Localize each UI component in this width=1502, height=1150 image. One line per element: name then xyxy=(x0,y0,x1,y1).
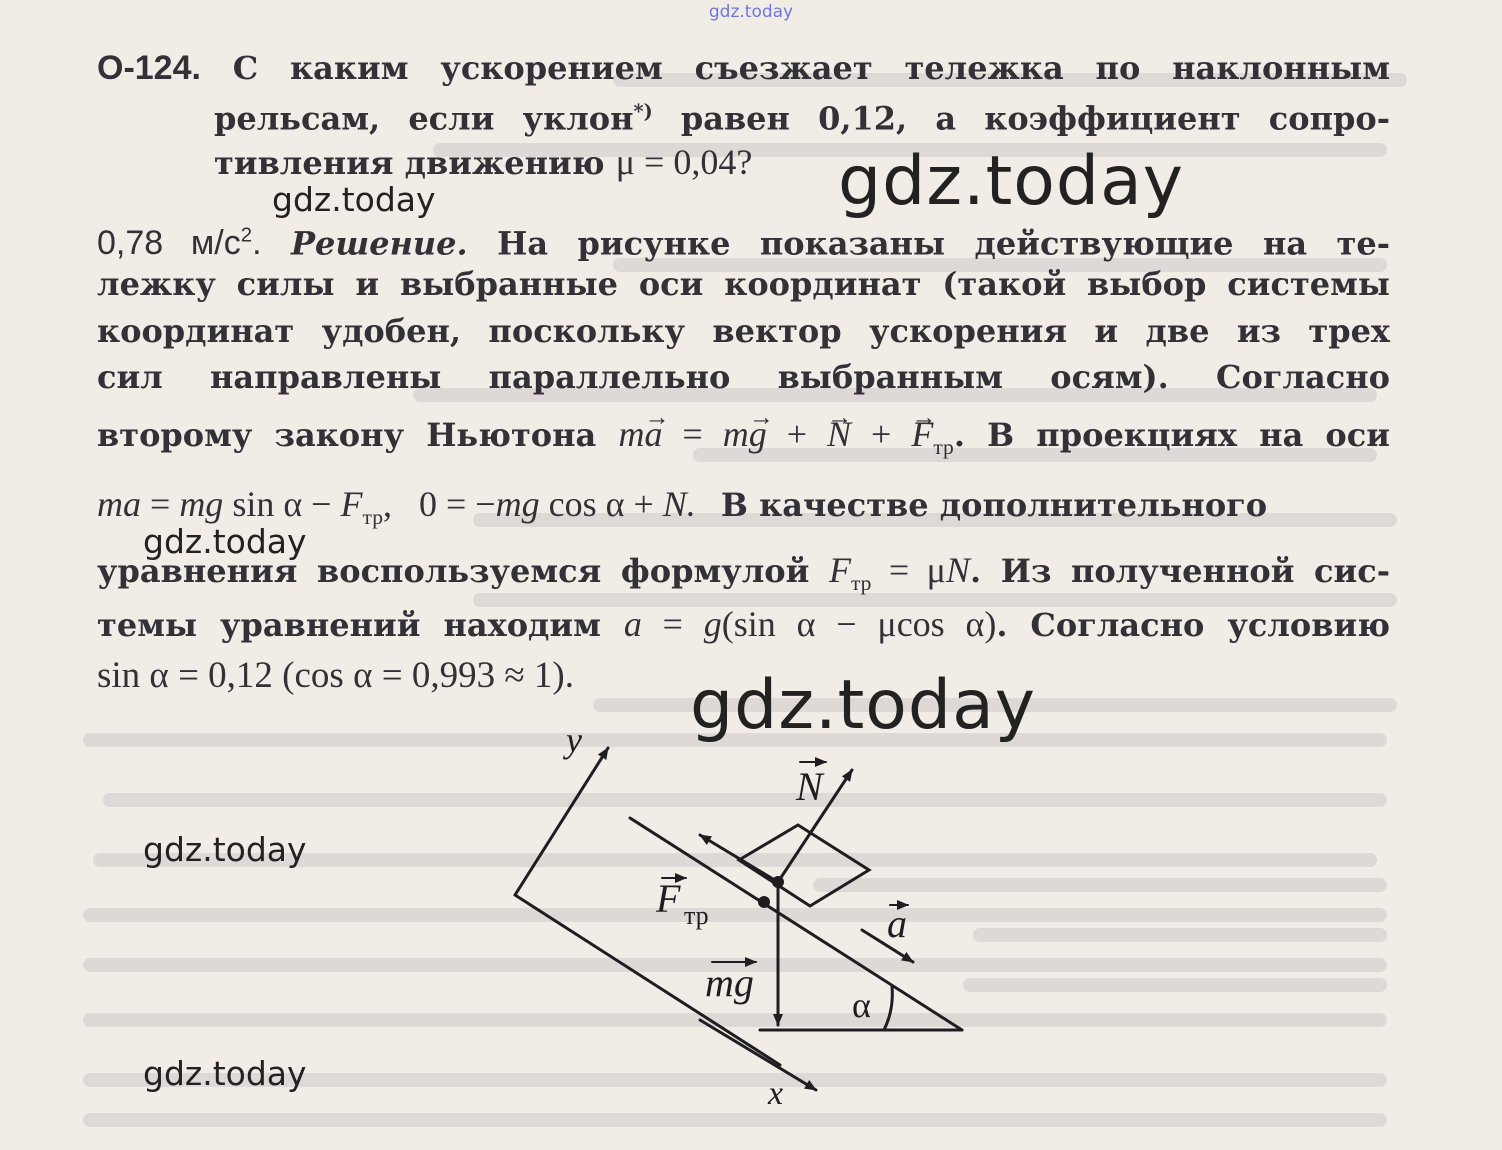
watermark-top: gdz.today xyxy=(708,2,794,22)
footnote-mark: *) xyxy=(633,100,653,123)
solution-line-8: темы уравнений находим a = g(sin α − μcos α). Согласно условию xyxy=(97,604,1391,644)
newton-equation: m→ a = m→ g + → N + → $F_{тр}$ xyxy=(618,414,953,454)
label-N: N xyxy=(796,764,823,809)
problem-line-3: тивления движению μ = 0,04? xyxy=(214,142,753,182)
watermark-small-4: gdz.today xyxy=(143,1054,307,1093)
solution-line-7: уравнения воспользуемся формулой $F_{тр} = \mu N$. Из полученной сис- xyxy=(97,550,1391,596)
mu-value: μ = 0,04? xyxy=(615,142,753,182)
solution-line-9: sin α = 0,12 (cos α = 0,993 ≈ 1). xyxy=(97,655,574,696)
label-a: a xyxy=(887,901,907,946)
answer-value: 0,78 $м/с^2$. xyxy=(97,224,262,263)
label-alpha: α xyxy=(852,985,871,1025)
watermark-small-2: gdz.today xyxy=(143,522,307,561)
label-y: y xyxy=(566,720,582,760)
problem-text-1: С каким ускорением съезжает тележка по наклонным xyxy=(232,49,1391,87)
force-point xyxy=(772,876,784,888)
friction-formula: $F_{тр} = \mu N$ xyxy=(828,550,970,596)
label-F: F xyxy=(656,876,681,921)
solution-line-6: ma = mg $\sin \alpha - F_{тр}$, 0 = −mg cos α + N. В качестве дополнительного xyxy=(97,484,1268,530)
watermark-small-3: gdz.today xyxy=(143,830,307,869)
solution-line-5: второму закону Ньютона m→ a = m→ g + → N + → $F_{тр}$. В проекциях на оси xyxy=(97,414,1390,467)
angle-arc xyxy=(884,987,892,1030)
solution-line-3: координат удобен, поскольку вектор ускорения и две из трех xyxy=(97,312,1390,350)
watermark-large-1: gdz.today xyxy=(838,142,1184,221)
projection-equations: ma = mg $\sin \alpha - F_{тр}$, 0 = −mg cos α + N. xyxy=(97,484,696,530)
solution-line-1: 0,78 $м/с^2$. Решение. На рисунке показаны действующие на те- xyxy=(97,224,1390,263)
acceleration-formula: a = g(sin α − μcos α) xyxy=(623,604,997,644)
watermark-small-1: gdz.today xyxy=(272,180,436,219)
friction-force-arrow xyxy=(700,835,778,882)
problem-line-2: рельсам, если уклон*) равен 0,12, а коэффициент сопро- xyxy=(214,99,1391,138)
cart-body xyxy=(739,825,869,906)
problem-number: О-124. xyxy=(97,49,201,87)
solution-label: Решение. xyxy=(290,224,468,263)
solution-line-2: лежку силы и выбранные оси координат (такой выбор системы xyxy=(97,265,1390,303)
incline-surface xyxy=(630,818,962,1030)
label-F-sub: тр xyxy=(684,901,709,930)
watermark-large-2: gdz.today xyxy=(690,666,1036,745)
label-x: x xyxy=(768,1075,784,1112)
y-axis xyxy=(515,748,608,895)
solution-line-4: сил направлены параллельно выбранным осям). Согласно xyxy=(97,358,1390,396)
cart-wheel xyxy=(758,896,770,908)
label-mg: mg xyxy=(705,960,754,1005)
